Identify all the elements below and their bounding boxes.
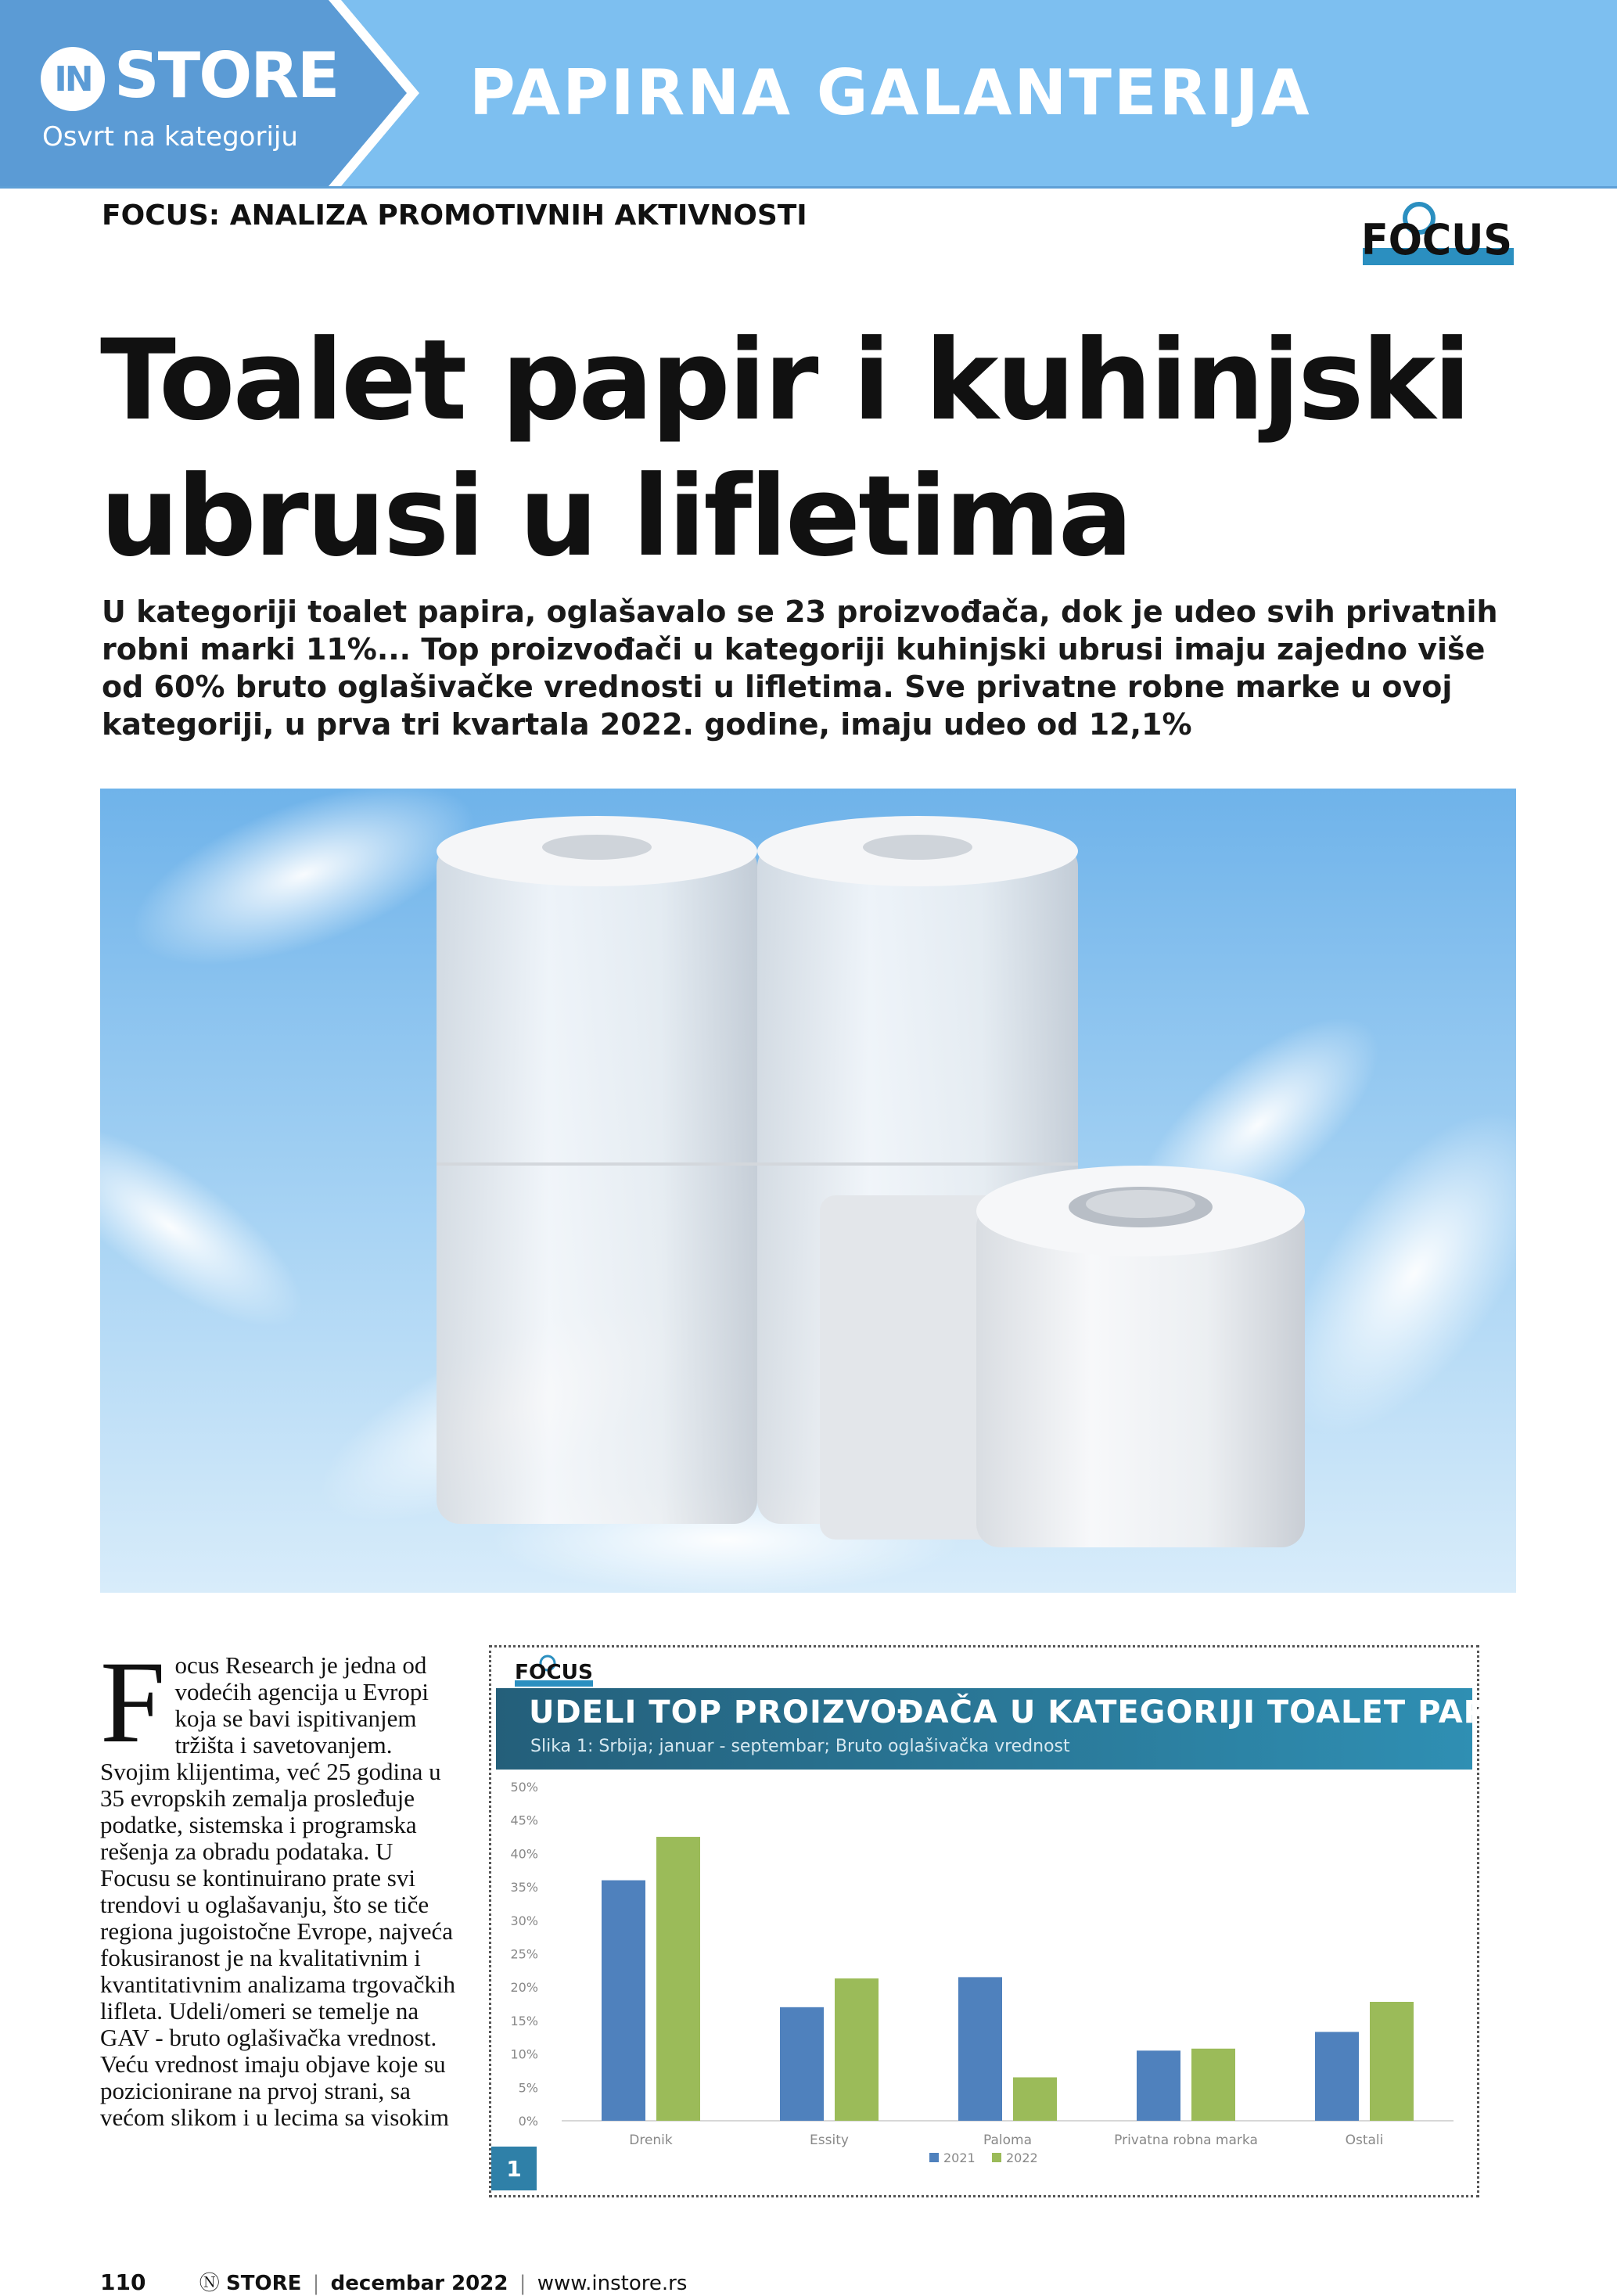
y-tick-label: 30% (510, 1913, 538, 1928)
headline-line-1: Toalet papir i kuhinjski (100, 316, 1469, 445)
header-subtitle: Osvrt na kategoriju (42, 121, 298, 153)
focus-logo-text: FOCUS (1361, 215, 1512, 264)
toilet-paper-photo (100, 789, 1516, 1593)
body-text: ocus Research je jedna od vodećih agencija u Evropi koja se bavi ispitivanjem tržišta i savetovanjem. Svojim klijentima, već 25 godina u 35 evropskih zemalja prosleđuje podatke, sistemska i programska rešenja za obradu podataka. U Focusu se kontinuirano prate svi trendovi u oglašavanju, što se tiče regiona jugoistočne Evrope, najveća fokusiranost je na kvalitativnim i kvantitativnim analizama trgovačkih lifleta. Udeli/omeri se temelje na GAV - bruto oglašivačka vrednost. Veću vrednost imaju objave koje su pozicionirane na prvoj strani, sa većom slikom i u lecima sa visokim (100, 1651, 455, 2131)
legend-swatch (992, 2153, 1001, 2162)
x-tick-label: Drenik (629, 2133, 673, 2148)
bar-2022-drenik (656, 1837, 700, 2121)
body-column (100, 1637, 460, 2131)
section-header (0, 0, 1617, 189)
bar-2021-privatna-robna-marka (1137, 2050, 1180, 2121)
kicker: FOCUS: ANALIZA PROMOTIVNIH AKTIVNOSTI (102, 199, 807, 232)
footer-date: decembar 2022 (330, 2272, 508, 2295)
chart-title: UDELI TOP PROIZVOĐAČA U KATEGORIJI TOALET PAPIR (529, 1694, 1525, 1730)
chart-subtitle: Slika 1: Srbija; januar - septembar; Bruto oglašivačka vrednost (530, 1737, 1070, 1756)
y-tick-label: 25% (510, 1946, 538, 1962)
bar-2021-essity (780, 2007, 824, 2121)
chart-title-band (496, 1688, 1525, 1770)
lead-paragraph: U kategoriji toalet papira, oglašavalo se 23 proizvođača, dok je udeo svih privatnih robni marki 11%... Top proizvođači u kategoriji kuhinjski ubrusi imaju zajedno više od 60% bruto oglašivačke vrednosti u lifletima. Sve privatne robne marke u ovoj kategoriji, u prva tri kvartala 2022. godine, imaju udeo od 12,1% (102, 595, 1498, 742)
footer-url: www.instore.rs (537, 2272, 688, 2295)
figure-number: 1 (491, 2147, 537, 2190)
bar-2022-paloma (1013, 2077, 1057, 2121)
bar-2022-ostali (1370, 2002, 1414, 2121)
bar-2021-ostali (1315, 2032, 1359, 2121)
y-tick-label: 50% (510, 1780, 538, 1795)
footer-in-icon: Ⓝ (199, 2272, 220, 2295)
legend-label: 2021 (943, 2150, 976, 2165)
y-tick-label: 0% (518, 2114, 538, 2129)
footer-brand: STORE (226, 2272, 302, 2295)
section-title: PAPIRNA GALANTERIJA (469, 56, 1312, 129)
x-tick-label: Paloma (983, 2133, 1033, 2148)
y-tick-label: 20% (510, 1980, 538, 1996)
toilet-paper-illustration (100, 789, 1516, 1593)
legend-swatch (929, 2153, 939, 2162)
headline-line-2: ubrusi u lifletima (100, 452, 1131, 581)
page-footer (100, 2267, 687, 2296)
x-tick-label: Privatna robna marka (1114, 2133, 1258, 2148)
bar-chart (491, 1773, 1477, 2195)
bar-2021-paloma (958, 1977, 1002, 2121)
legend-label: 2022 (1006, 2150, 1038, 2165)
y-tick-label: 40% (510, 1846, 538, 1862)
footer-separator: | (312, 2272, 320, 2295)
instore-logo-text: STORE (114, 39, 339, 112)
x-tick-label: Ostali (1345, 2133, 1384, 2148)
bar-2021-drenik (602, 1881, 645, 2121)
y-tick-label: 10% (510, 2046, 538, 2062)
x-tick-label: Essity (810, 2133, 849, 2148)
footer-separator: | (519, 2272, 526, 2295)
y-tick-label: 5% (518, 2080, 538, 2096)
chart-focus-logo-text: FOCUS (515, 1661, 593, 1684)
y-tick-label: 45% (510, 1813, 538, 1828)
y-tick-label: 15% (510, 2013, 538, 2028)
bar-2022-privatna-robna-marka (1191, 2049, 1235, 2121)
page-number: 110 (100, 2269, 146, 2295)
chart-focus-logo (515, 1654, 609, 1688)
chart-figure (489, 1645, 1525, 2197)
y-tick-label: 35% (510, 1880, 538, 1895)
headline (100, 313, 1555, 585)
instore-logo-badge: IN (41, 47, 105, 111)
focus-logo (1361, 199, 1514, 268)
bar-2022-essity (835, 1978, 879, 2121)
dropcap: F (100, 1637, 166, 1767)
